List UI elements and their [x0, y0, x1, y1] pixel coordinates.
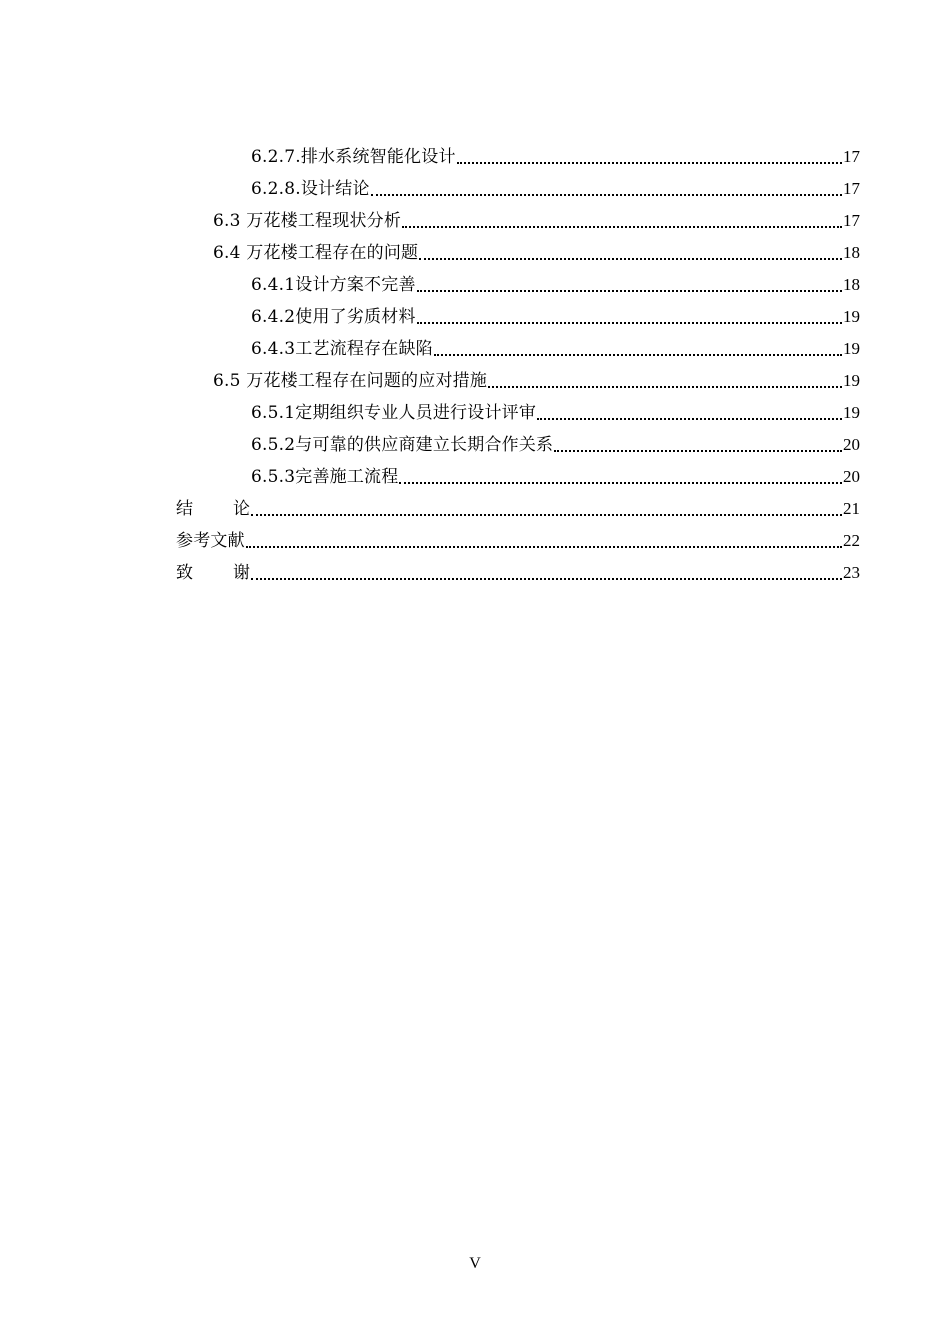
toc-entry-page: 19: [843, 371, 860, 390]
toc-entry-page: 20: [843, 435, 860, 454]
toc-entry-title: 6.5 万花楼工程存在问题的应对措施: [213, 371, 488, 391]
toc-entry-6-2-8[interactable]: [176, 171, 860, 203]
toc-entry-page: 17: [843, 147, 860, 166]
toc-entry-page: 17: [843, 211, 860, 230]
toc-dot-leader: [402, 224, 842, 228]
toc-entry-6-3[interactable]: [176, 203, 860, 235]
toc-entry-page: 19: [843, 307, 860, 326]
toc-entry-6-4-2[interactable]: [176, 299, 860, 331]
toc-entry-6-5-2[interactable]: [176, 427, 860, 459]
toc-entry-title: 6.4 万花楼工程存在的问题: [213, 243, 419, 263]
toc-entry-page: 22: [843, 531, 860, 550]
toc-entry-title: 6.4.3工艺流程存在缺陷: [251, 339, 433, 359]
toc-dot-leader: [554, 448, 842, 452]
toc-title-char: 结: [176, 499, 193, 519]
toc-entry-page: 19: [843, 403, 860, 422]
toc-entry-6-4-1[interactable]: [176, 267, 860, 299]
toc-entry-6-4-3[interactable]: [176, 331, 860, 363]
page-number-footer: V: [469, 1255, 481, 1272]
toc-dot-leader: [417, 288, 842, 292]
toc-entry-6-5-3[interactable]: [176, 459, 860, 491]
toc-dot-leader: [434, 352, 842, 356]
toc-entry-title: 6.3 万花楼工程现状分析: [213, 211, 402, 231]
toc-entry-page: 19: [843, 339, 860, 358]
toc-title-char: 论: [233, 499, 250, 519]
toc-entry-title: 6.4.2使用了劣质材料: [251, 307, 416, 327]
toc-entry-title: 6.2.8.设计结论: [251, 179, 370, 199]
toc-entry-title: [176, 495, 250, 523]
toc-entry-title: [176, 559, 250, 587]
toc-title-char: 致: [176, 563, 193, 583]
toc-entry-title: 6.4.1设计方案不完善: [251, 275, 416, 295]
toc-dot-leader: [419, 256, 842, 260]
toc-entry-6-4[interactable]: [176, 235, 860, 267]
toc-entry-page: 21: [843, 499, 860, 518]
toc-entry-page: 18: [843, 275, 860, 294]
toc-dot-leader: [371, 192, 842, 196]
toc-entry-page: 17: [843, 179, 860, 198]
toc-dot-leader: [457, 160, 842, 164]
toc-entry-title: 6.5.1定期组织专业人员进行设计评审: [251, 403, 537, 423]
toc-dot-leader: [251, 512, 842, 516]
toc-entry-title: 6.5.2与可靠的供应商建立长期合作关系: [251, 435, 554, 455]
toc-dot-leader: [246, 544, 842, 548]
toc-entry-conclusion[interactable]: [176, 491, 860, 523]
table-of-contents: [176, 139, 860, 587]
toc-dot-leader: [399, 480, 842, 484]
toc-entry-title: 6.2.7.排水系统智能化设计: [251, 147, 456, 167]
toc-entry-page: 18: [843, 243, 860, 262]
toc-dot-leader: [417, 320, 842, 324]
toc-entry-page: 23: [843, 563, 860, 582]
toc-entry-6-5-1[interactable]: [176, 395, 860, 427]
toc-entry-references[interactable]: [176, 523, 860, 555]
toc-dot-leader: [537, 416, 842, 420]
toc-entry-6-5[interactable]: [176, 363, 860, 395]
toc-title-char: 谢: [233, 563, 250, 583]
toc-entry-6-2-7[interactable]: [176, 139, 860, 171]
toc-entry-page: 20: [843, 467, 860, 486]
toc-dot-leader: [488, 384, 842, 388]
toc-entry-title: 6.5.3完善施工流程: [251, 467, 399, 487]
toc-entry-title: 参考文献: [176, 531, 245, 551]
toc-dot-leader: [251, 576, 842, 580]
toc-entry-acknowledgements[interactable]: [176, 555, 860, 587]
